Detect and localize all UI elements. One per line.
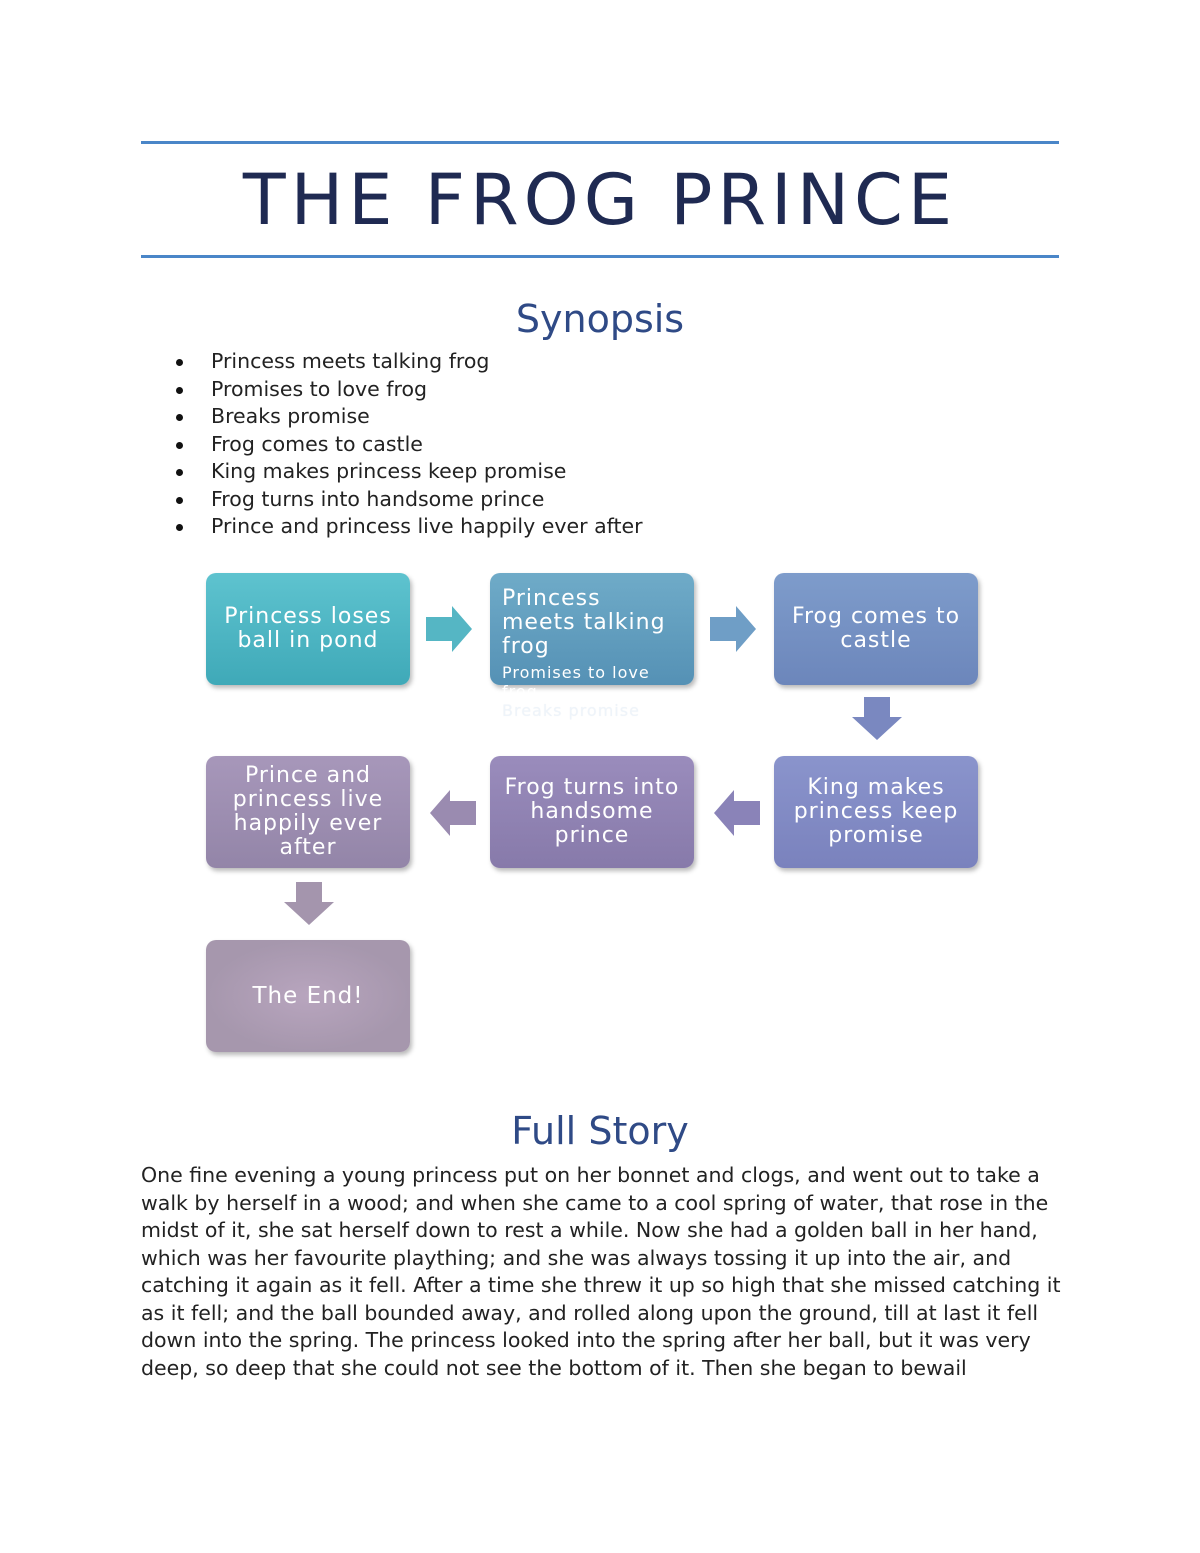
arrow-right-icon bbox=[710, 604, 758, 654]
flow-step-2 bbox=[490, 573, 694, 720]
flow-step-label: The End! bbox=[252, 983, 364, 1009]
arrow-down-icon bbox=[283, 882, 335, 926]
list-item: Breaks promise bbox=[175, 403, 643, 431]
synopsis-list bbox=[175, 348, 643, 541]
synopsis-heading: Synopsis bbox=[515, 297, 685, 341]
title-rule-bottom bbox=[141, 255, 1059, 258]
full-story-text: One fine evening a young princess put on her bonnet and clogs, and went out to take a walk by herself in a wood; and when she came to a cool spring of water, that rose in the midst of it, she sat herself down to rest a while. Now she had a golden ball in her hand, which was her favourite plaything; and she was always tossing it up into the air, and catching it again as it fell. After a time she threw it up so high that she missed catching it as it fell; and the ball bounded away, and rolled along upon the ground, till at last it fell down into the spring. The princess looked into the spring after her ball, but it was very deep, so deep that she could not see the bottom of it. Then she began to bewail bbox=[141, 1163, 1061, 1380]
flow-step-label: Frog comes to castle bbox=[791, 604, 961, 653]
flow-step-subitems bbox=[502, 663, 672, 720]
flow-step-7 bbox=[206, 940, 410, 1052]
flow-step-3 bbox=[774, 573, 978, 685]
flow-step-label: Frog turns into handsome prince bbox=[504, 775, 680, 848]
flow-subitem: Promises to love frog bbox=[502, 663, 650, 701]
flow-subitem: Breaks promise bbox=[502, 701, 640, 720]
list-item: Prince and princess live happily ever after bbox=[175, 513, 643, 541]
flow-step-label: King makes princess keep promise bbox=[793, 775, 959, 848]
full-story-heading: Full Story bbox=[511, 1109, 689, 1153]
title-rule-top bbox=[141, 141, 1059, 144]
flow-step-4 bbox=[774, 756, 978, 868]
list-item: Promises to love frog bbox=[175, 376, 643, 404]
flow-step-label: Princess loses ball in pond bbox=[224, 604, 392, 653]
list-item: Princess meets talking frog bbox=[175, 348, 643, 376]
flow-step-1 bbox=[206, 573, 410, 685]
flow-step-label: Princess meets talking frog bbox=[502, 586, 666, 659]
arrow-right-icon bbox=[426, 604, 474, 654]
flow-step-5 bbox=[490, 756, 694, 868]
list-item: Frog comes to castle bbox=[175, 431, 643, 459]
arrow-left-icon bbox=[712, 788, 760, 838]
flow-step-label: Prince and princess live happily ever after bbox=[232, 763, 384, 860]
list-item: King makes princess keep promise bbox=[175, 458, 643, 486]
arrow-down-icon bbox=[851, 697, 903, 741]
flow-step-6 bbox=[206, 756, 410, 868]
document-title: THE FROG PRINCE bbox=[242, 159, 958, 241]
arrow-left-icon bbox=[428, 788, 476, 838]
list-item: Frog turns into handsome prince bbox=[175, 486, 643, 514]
